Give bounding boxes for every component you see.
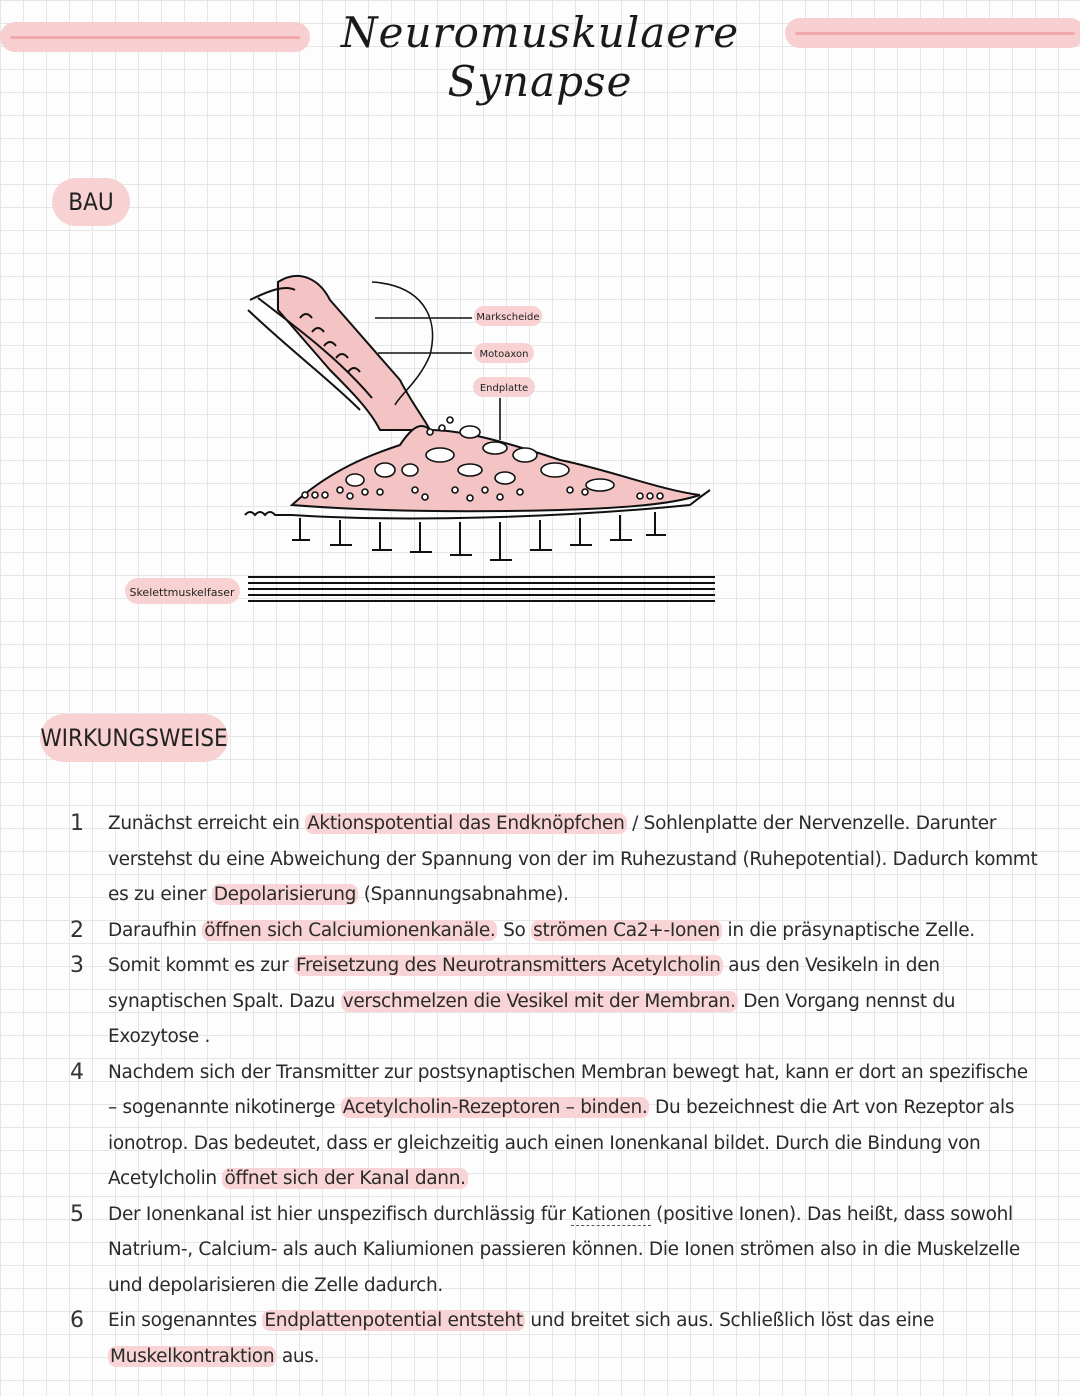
section-heading-wirkungsweise: WIRKUNGSWEISE: [40, 714, 228, 762]
highlighted-text: öffnen sich Calciumionenkanäle.: [204, 919, 496, 941]
step-text: Daraufhin: [108, 919, 203, 941]
step-item: [70, 1303, 1040, 1374]
step-text: Der Ionenkanal ist hier unspezifisch durchlässig für: [108, 1203, 572, 1225]
muscle-fibre: [248, 577, 715, 601]
highlighted-text: öffnet sich der Kanal dann.: [224, 1168, 466, 1189]
step-item: [70, 1197, 1040, 1304]
step-item: [70, 806, 1040, 913]
step-text: in die präsynaptische Zelle.: [721, 919, 975, 941]
step-item: [70, 948, 1040, 1055]
step-number: 6: [70, 1308, 84, 1333]
step-item: [70, 1055, 1040, 1197]
step-text: Du bezeichnest die Art von Rezeptor als ionotrop. Das bedeutet, dass er gleichzeitig auch einen Ionenkanal bildet. Durch die Bindung von Acetylcholin: [108, 1097, 1015, 1189]
step-number: 5: [70, 1201, 84, 1227]
title-decoration-right: [785, 18, 1080, 48]
step-text: aus.: [276, 1345, 320, 1367]
label-endplatte: Endplatte: [479, 383, 529, 394]
step-text: aus den Vesikeln in den synaptischen Spalt. Dazu: [108, 955, 940, 1012]
step-text: So: [497, 919, 532, 941]
highlighted-text: strömen Ca2+-Ionen: [533, 919, 720, 941]
step-text: Zunächst erreicht ein: [108, 813, 306, 834]
step-text: und breitet sich aus. Schließlich löst das eine: [524, 1310, 935, 1331]
step-item: [70, 913, 1040, 949]
step-text: (Spannungsabnahme).: [358, 884, 569, 905]
highlighted-text: Endplattenpotential entsteht: [264, 1310, 523, 1331]
step-text: / Sohlenplatte der Nervenzelle. Darunter verstehst du eine Abweichung der Spannung von der im Ruhezustand (Ruhepotential). Dadurch kommt es zu einer: [108, 813, 1038, 905]
step-text: Den Vorgang nennst du Exozytose .: [108, 990, 956, 1047]
page-title: Neuromuskulaere Synapse: [340, 8, 740, 106]
highlighted-text: verschmelzen die Vesikel mit der Membran.: [342, 990, 736, 1012]
step-number: 2: [70, 917, 84, 943]
highlighted-text: Muskelkontraktion: [110, 1345, 275, 1367]
section-heading-bau: BAU: [52, 178, 130, 226]
highlighted-text: Freisetzung des Neurotransmitters Acetylcholin: [296, 955, 721, 976]
label-markscheide: Markscheide: [476, 312, 540, 323]
step-number: 3: [70, 953, 84, 978]
highlighted-text: Depolarisierung: [213, 884, 357, 905]
highlighted-text: Aktionspotential das Endknöpfchen: [307, 813, 625, 834]
synapse-diagram: [110, 260, 750, 620]
underlined-text: Kationen: [571, 1203, 651, 1225]
steps-list: [70, 806, 1040, 1374]
step-text: Somit kommt es zur: [108, 955, 295, 976]
label-motoaxon: Motoaxon: [479, 349, 529, 360]
step-text: Ein sogenanntes: [108, 1310, 263, 1331]
step-number: 1: [70, 811, 84, 836]
title-decoration-left: [0, 22, 310, 52]
label-skelettmuskelfaser: Skelettmuskelfaser: [129, 586, 235, 599]
step-text: (positive Ionen). Das heißt, dass sowohl Natrium-, Calcium- als auch Kaliumionen passieren können. Die Ionen strömen also in die Muskelzelle und depolarisieren die Zelle dadurch.: [108, 1203, 1021, 1296]
highlighted-text: Acetylcholin-Rezeptoren – binden.: [342, 1097, 648, 1118]
step-text: Nachdem sich der Transmitter zur postsynaptischen Membran bewegt hat, kann er dort an spezifische – sogenannte nikotinerge: [108, 1061, 1028, 1118]
step-number: 4: [70, 1059, 84, 1085]
